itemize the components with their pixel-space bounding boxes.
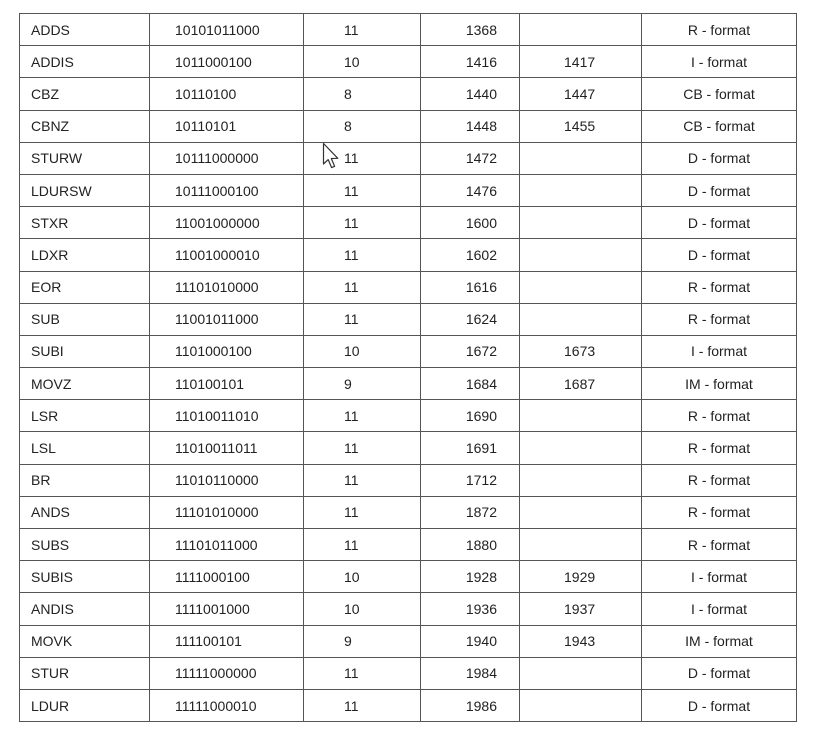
cell-format: CB - format (642, 110, 797, 142)
cell-opcode: 11101010000 (150, 496, 304, 528)
cell-range-high (520, 432, 642, 464)
cell-opcode-length: 11 (304, 207, 421, 239)
mouse-pointer-icon (322, 142, 342, 172)
cell-format: R - format (642, 464, 797, 496)
cell-mnemonic: EOR (20, 271, 150, 303)
table-row (20, 207, 797, 239)
cell-mnemonic: MOVK (20, 625, 150, 657)
cell-format: I - format (642, 593, 797, 625)
cell-range-low: 1940 (421, 625, 520, 657)
cell-range-high: 1447 (520, 78, 642, 110)
table-row (20, 464, 797, 496)
cell-range-high (520, 142, 642, 174)
table-row (20, 400, 797, 432)
cell-range-high (520, 303, 642, 335)
cell-opcode-length: 11 (304, 239, 421, 271)
cell-range-high: 1929 (520, 561, 642, 593)
cell-range-low: 1600 (421, 207, 520, 239)
cell-opcode: 11010011010 (150, 400, 304, 432)
cell-range-high: 1417 (520, 46, 642, 78)
cell-opcode: 1111000100 (150, 561, 304, 593)
cell-format: D - format (642, 142, 797, 174)
cell-mnemonic: ANDIS (20, 593, 150, 625)
cell-opcode-length: 11 (304, 496, 421, 528)
table-row (20, 46, 797, 78)
cell-format: I - format (642, 46, 797, 78)
cell-range-high: 1943 (520, 625, 642, 657)
table-row (20, 689, 797, 721)
cell-opcode-length: 11 (304, 14, 421, 46)
table-row (20, 368, 797, 400)
instruction-opcode-table (19, 13, 797, 722)
cell-opcode: 11001000000 (150, 207, 304, 239)
cell-format: R - format (642, 496, 797, 528)
cell-format: I - format (642, 335, 797, 367)
cell-opcode: 11111000000 (150, 657, 304, 689)
cell-opcode-length: 10 (304, 593, 421, 625)
cell-format: R - format (642, 529, 797, 561)
table-row (20, 657, 797, 689)
cell-range-low: 1368 (421, 14, 520, 46)
cell-opcode-length: 11 (304, 657, 421, 689)
table-row (20, 78, 797, 110)
cell-opcode: 110100101 (150, 368, 304, 400)
cell-range-low: 1872 (421, 496, 520, 528)
cell-range-high (520, 174, 642, 206)
cell-opcode: 1101000100 (150, 335, 304, 367)
cell-opcode: 10110101 (150, 110, 304, 142)
cell-opcode-length: 9 (304, 625, 421, 657)
cell-opcode: 111100101 (150, 625, 304, 657)
cell-mnemonic: ANDS (20, 496, 150, 528)
cell-range-low: 1416 (421, 46, 520, 78)
cell-opcode-length: 11 (304, 303, 421, 335)
cell-opcode: 1011000100 (150, 46, 304, 78)
cell-format: R - format (642, 271, 797, 303)
cell-range-low: 1691 (421, 432, 520, 464)
instruction-table-container (19, 13, 797, 722)
cell-opcode: 10110100 (150, 78, 304, 110)
cell-format: D - format (642, 657, 797, 689)
cell-range-low: 1602 (421, 239, 520, 271)
cell-range-high (520, 496, 642, 528)
cell-format: R - format (642, 400, 797, 432)
table-row (20, 142, 797, 174)
cell-mnemonic: LDXR (20, 239, 150, 271)
cell-opcode-length: 11 (304, 689, 421, 721)
cell-range-high: 1687 (520, 368, 642, 400)
cell-format: R - format (642, 14, 797, 46)
cell-range-low: 1690 (421, 400, 520, 432)
cell-range-low: 1472 (421, 142, 520, 174)
cell-range-high: 1937 (520, 593, 642, 625)
cell-format: D - format (642, 207, 797, 239)
cell-mnemonic: LDUR (20, 689, 150, 721)
cell-format: CB - format (642, 78, 797, 110)
cell-mnemonic: ADDIS (20, 46, 150, 78)
cell-opcode-length: 11 (304, 142, 421, 174)
cell-opcode: 11111000010 (150, 689, 304, 721)
cell-opcode-length: 10 (304, 335, 421, 367)
cell-opcode-length: 11 (304, 400, 421, 432)
cell-range-high (520, 271, 642, 303)
cell-range-high (520, 14, 642, 46)
cell-opcode-length: 11 (304, 464, 421, 496)
table-row (20, 593, 797, 625)
cell-range-low: 1684 (421, 368, 520, 400)
table-row (20, 239, 797, 271)
table-row (20, 14, 797, 46)
cell-opcode: 1111001000 (150, 593, 304, 625)
table-row (20, 271, 797, 303)
table-row (20, 303, 797, 335)
cell-mnemonic: SUBIS (20, 561, 150, 593)
cell-opcode: 10101011000 (150, 14, 304, 46)
cell-opcode-length: 8 (304, 110, 421, 142)
cell-format: D - format (642, 239, 797, 271)
cell-mnemonic: BR (20, 464, 150, 496)
cell-format: D - format (642, 689, 797, 721)
cell-opcode: 10111000000 (150, 142, 304, 174)
table-body (20, 14, 797, 722)
cell-range-low: 1986 (421, 689, 520, 721)
table-row (20, 110, 797, 142)
cell-opcode-length: 11 (304, 529, 421, 561)
cell-mnemonic: LDURSW (20, 174, 150, 206)
cell-opcode-length: 9 (304, 368, 421, 400)
table-row (20, 174, 797, 206)
cell-range-high (520, 657, 642, 689)
cell-range-low: 1984 (421, 657, 520, 689)
cell-range-low: 1880 (421, 529, 520, 561)
table-row (20, 335, 797, 367)
cell-opcode: 11101010000 (150, 271, 304, 303)
cell-opcode: 11010110000 (150, 464, 304, 496)
cell-mnemonic: CBZ (20, 78, 150, 110)
cell-range-high (520, 400, 642, 432)
cell-format: R - format (642, 303, 797, 335)
cell-format: IM - format (642, 368, 797, 400)
cell-range-low: 1448 (421, 110, 520, 142)
table-row (20, 496, 797, 528)
cell-mnemonic: STXR (20, 207, 150, 239)
table-row (20, 529, 797, 561)
cell-range-high (520, 529, 642, 561)
cell-range-low: 1616 (421, 271, 520, 303)
cell-mnemonic: MOVZ (20, 368, 150, 400)
cell-range-high (520, 239, 642, 271)
cell-opcode-length: 10 (304, 561, 421, 593)
table-row (20, 561, 797, 593)
cell-range-low: 1936 (421, 593, 520, 625)
cell-mnemonic: SUBI (20, 335, 150, 367)
cell-mnemonic: SUBS (20, 529, 150, 561)
cell-mnemonic: ADDS (20, 14, 150, 46)
cell-range-high (520, 689, 642, 721)
cell-range-high: 1455 (520, 110, 642, 142)
cell-opcode: 11101011000 (150, 529, 304, 561)
cell-range-low: 1440 (421, 78, 520, 110)
cell-format: I - format (642, 561, 797, 593)
cell-format: D - format (642, 174, 797, 206)
cell-range-high (520, 207, 642, 239)
cell-opcode: 10111000100 (150, 174, 304, 206)
cell-range-low: 1672 (421, 335, 520, 367)
cell-format: IM - format (642, 625, 797, 657)
cell-range-low: 1476 (421, 174, 520, 206)
cell-mnemonic: LSL (20, 432, 150, 464)
cell-mnemonic: SUB (20, 303, 150, 335)
cell-range-low: 1712 (421, 464, 520, 496)
cell-range-low: 1928 (421, 561, 520, 593)
cell-opcode-length: 10 (304, 46, 421, 78)
cell-mnemonic: STUR (20, 657, 150, 689)
cell-range-high (520, 464, 642, 496)
table-row (20, 625, 797, 657)
cell-opcode: 11001011000 (150, 303, 304, 335)
cell-opcode-length: 8 (304, 78, 421, 110)
cell-opcode-length: 11 (304, 271, 421, 303)
table-row (20, 432, 797, 464)
cell-opcode-length: 11 (304, 174, 421, 206)
cell-opcode: 11010011011 (150, 432, 304, 464)
cell-opcode: 11001000010 (150, 239, 304, 271)
cell-range-low: 1624 (421, 303, 520, 335)
cell-range-high: 1673 (520, 335, 642, 367)
cell-format: R - format (642, 432, 797, 464)
cell-mnemonic: CBNZ (20, 110, 150, 142)
cell-opcode-length: 11 (304, 432, 421, 464)
cell-mnemonic: LSR (20, 400, 150, 432)
cell-mnemonic: STURW (20, 142, 150, 174)
